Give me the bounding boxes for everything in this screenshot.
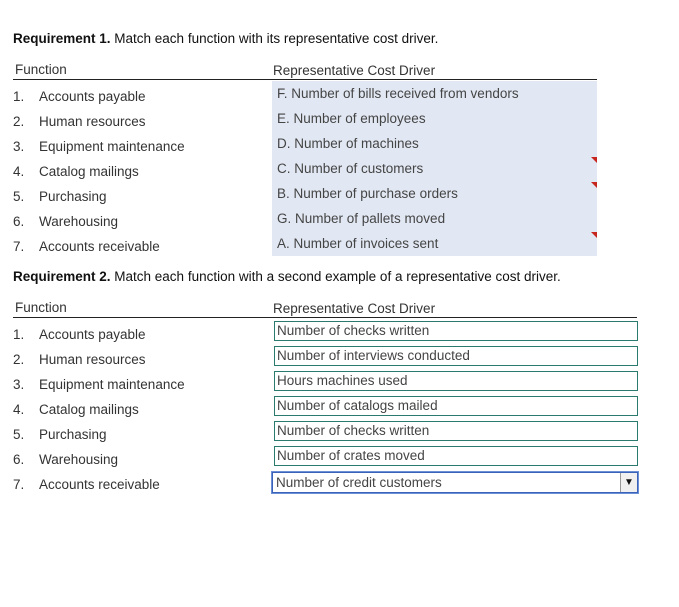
function-row: 6. Warehousing: [13, 214, 119, 229]
function-row: 1. Accounts payable: [13, 89, 146, 104]
function-row: 5. Purchasing: [13, 427, 107, 442]
function-row: 1. Accounts payable: [13, 327, 146, 342]
incorrect-flag-icon: [591, 157, 597, 163]
incorrect-flag-icon: [591, 232, 597, 238]
driver-input[interactable]: Number of interviews conducted: [274, 346, 638, 366]
driver-input[interactable]: Hours machines used: [274, 371, 638, 391]
function-row: 2. Human resources: [13, 114, 146, 129]
driver-answer[interactable]: E. Number of employees: [277, 111, 426, 126]
incorrect-flag-icon: [591, 182, 597, 188]
function-column-header: Function: [15, 62, 67, 77]
function-row: 4. Catalog mailings: [13, 402, 139, 417]
driver-input[interactable]: Number of checks written: [274, 421, 638, 441]
function-row: 7. Accounts receivable: [13, 477, 160, 492]
driver-select-value: Number of credit customers: [276, 475, 442, 490]
function-row: 5. Purchasing: [13, 189, 107, 204]
driver-answer[interactable]: C. Number of customers: [277, 161, 424, 176]
driver-answer[interactable]: D. Number of machines: [277, 136, 419, 151]
function-row: 3. Equipment maintenance: [13, 139, 185, 154]
driver-answer[interactable]: A. Number of invoices sent: [277, 236, 439, 251]
driver-input[interactable]: Number of checks written: [274, 321, 638, 341]
function-column-header: Function: [15, 300, 67, 315]
function-row: 6. Warehousing: [13, 452, 119, 467]
driver-input[interactable]: Number of catalogs mailed: [274, 396, 638, 416]
function-row: 7. Accounts receivable: [13, 239, 160, 254]
driver-input[interactable]: Number of crates moved: [274, 446, 638, 466]
driver-select[interactable]: [272, 472, 638, 493]
dropdown-arrow-icon[interactable]: ▼: [620, 473, 637, 492]
function-row: 3. Equipment maintenance: [13, 377, 185, 392]
requirement-2-title: Requirement 2. Match each function with a second example of a representative cost driver.: [13, 269, 561, 284]
driver-answer[interactable]: B. Number of purchase orders: [277, 186, 458, 201]
header-divider: [13, 79, 597, 80]
header-divider: [13, 317, 637, 318]
driver-answer[interactable]: G. Number of pallets moved: [277, 211, 446, 226]
driver-answer[interactable]: F. Number of bills received from vendors: [277, 86, 519, 101]
requirement-1-title: Requirement 1. Match each function with its representative cost driver.: [13, 31, 439, 46]
cost-driver-column-header: Representative Cost Driver: [273, 301, 436, 316]
function-row: 2. Human resources: [13, 352, 146, 367]
cost-driver-column-header: Representative Cost Driver: [273, 63, 436, 78]
function-row: 4. Catalog mailings: [13, 164, 139, 179]
